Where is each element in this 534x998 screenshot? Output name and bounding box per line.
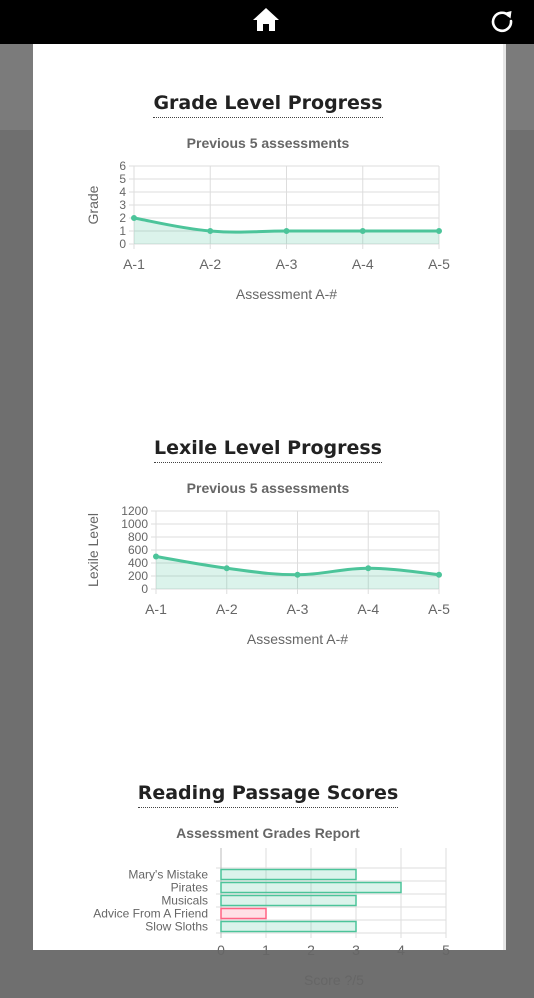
y-tick-label: 2	[119, 211, 126, 225]
y-tick-label: 1	[119, 224, 126, 238]
reading-passage-scores-chart	[33, 818, 503, 998]
x-tick-label: 1	[262, 942, 270, 958]
y-tick-label: 800	[127, 530, 148, 544]
data-point	[224, 566, 229, 571]
bar	[221, 870, 356, 880]
category-label: Pirates	[170, 880, 208, 895]
x-tick-label: 0	[217, 942, 225, 958]
category-label: Mary's Mistake	[128, 867, 208, 882]
x-axis-title: Assessment A-#	[246, 631, 349, 647]
bar	[221, 909, 266, 919]
refresh-button[interactable]	[488, 6, 516, 36]
category-label: Slow Sloths	[145, 919, 208, 934]
background-panel-right	[505, 44, 534, 130]
data-point	[366, 566, 371, 571]
data-point	[284, 229, 289, 234]
y-axis-title: Grade	[85, 185, 101, 225]
x-tick-label: A-1	[123, 256, 145, 272]
chart-subtitle: Assessment Grades Report	[176, 825, 360, 841]
x-axis-title: Score ?/5	[304, 972, 364, 988]
x-tick-label: A-5	[428, 256, 450, 272]
x-tick-label: 4	[397, 942, 405, 958]
category-label: Musicals	[161, 893, 208, 908]
y-tick-label: 0	[141, 582, 148, 596]
x-tick-label: A-3	[275, 256, 298, 272]
bar	[221, 883, 401, 893]
y-tick-label: 200	[127, 569, 148, 583]
refresh-icon	[488, 6, 516, 36]
chart-subtitle: Previous 5 assessments	[186, 135, 350, 151]
grade-level-progress-heading: Grade Level Progress	[33, 92, 503, 118]
y-tick-label: 400	[127, 556, 148, 570]
home-icon	[250, 5, 282, 35]
x-tick-label: A-1	[145, 601, 167, 617]
y-tick-label: 6	[119, 159, 126, 173]
lexile-level-chart	[33, 473, 503, 663]
y-axis-title: Lexile Level	[85, 513, 101, 587]
data-point	[154, 554, 159, 559]
data-point	[437, 229, 442, 234]
data-point	[437, 572, 442, 577]
y-tick-label: 1200	[121, 504, 148, 518]
card-edge	[503, 44, 506, 950]
x-tick-label: A-2	[215, 601, 238, 617]
x-tick-label: A-2	[199, 256, 222, 272]
y-tick-label: 3	[119, 198, 126, 212]
data-point	[132, 216, 137, 221]
x-tick-label: 5	[442, 942, 450, 958]
x-tick-label: A-4	[351, 256, 374, 272]
y-tick-label: 4	[119, 185, 126, 199]
category-label: Advice From A Friend	[93, 906, 208, 921]
bar	[221, 922, 356, 932]
grade-level-chart	[33, 128, 503, 318]
top-bar	[0, 0, 534, 44]
home-button[interactable]	[250, 5, 282, 35]
x-tick-label: 2	[307, 942, 315, 958]
x-tick-label: A-3	[286, 601, 309, 617]
y-tick-label: 600	[127, 543, 148, 557]
x-tick-label: A-5	[428, 601, 450, 617]
data-point	[208, 229, 213, 234]
report-card	[33, 44, 503, 988]
background-panel-left	[0, 44, 33, 130]
y-tick-label: 1000	[121, 517, 148, 531]
x-axis-title: Assessment A-#	[235, 286, 338, 302]
reading-passage-scores-heading: Reading Passage Scores	[33, 782, 503, 808]
x-tick-label: 3	[352, 942, 360, 958]
data-point	[360, 229, 365, 234]
x-tick-label: A-4	[357, 601, 380, 617]
data-point	[295, 572, 300, 577]
y-tick-label: 5	[119, 172, 126, 186]
y-tick-label: 0	[119, 237, 126, 251]
lexile-level-progress-heading: Lexile Level Progress	[33, 437, 503, 463]
bar	[221, 896, 356, 906]
chart-subtitle: Previous 5 assessments	[186, 480, 350, 496]
